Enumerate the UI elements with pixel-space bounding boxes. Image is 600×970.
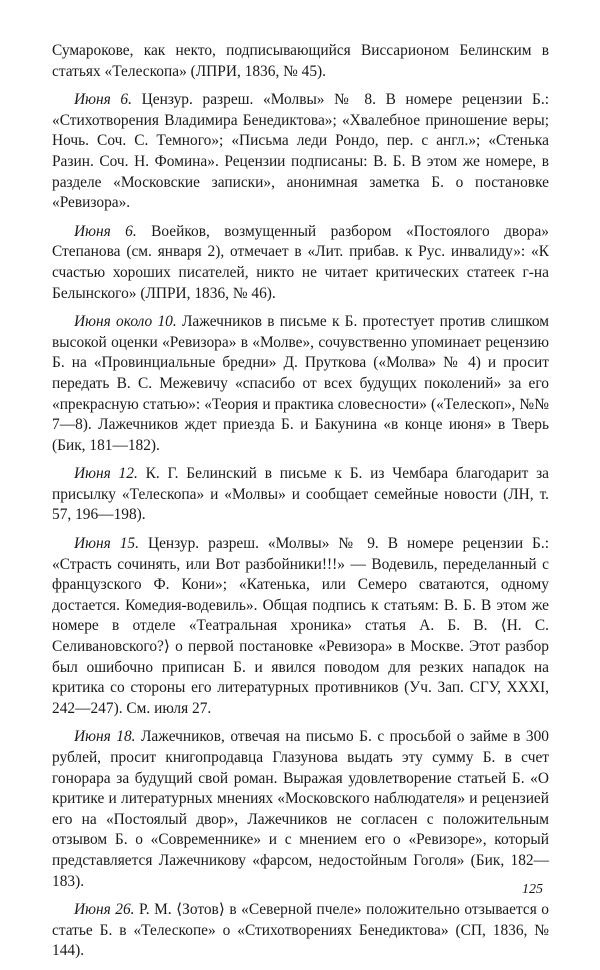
paragraph-text: Лажечников в письме к Б. протестует против слишком высокой оценки «Ревизора» в «Молве», сочувственно упоминает рецензию Б. на «Провинциальные бредни» Д. Пруткова («Молва» № 4) и просит передать В. С. Межевичу «спасибо от всех будущих поколений» за его «прекрасную статью»: «Теория и практика словесности» («Телескоп», №№ 7—8). Лажечников ждет приезда Б. и Бакунина «в конце июня» в Тверь (Бик, 181—182). [52,313,550,454]
paragraph-text: К. Г. Белинский в письме к Б. из Чембара благодарит за присылку «Телескопа» и «Молвы» и сообщает семейные новости (ЛН, т. 57, 196—198). [52,465,549,524]
paragraph-text: Цензур. разреш. «Молвы» № 8. В номере рецензии Б.: «Стихотворения Владимира Бенедиктова»; «Хвалебное приношение веры; Ночь. Соч. С. Темного»; «Письма леди Рондо, пер. с англ.»; «Стенька Разин. Соч. Н. Фомина». Рецензии подписаны: В. Б. В этом же номере, в разделе «Московские записки», анонимная заметка Б. о постановке «Ревизора». [52,91,549,212]
paragraph-entry [52,312,549,456]
paragraph-text: Р. М. ⟨Зотов⟩ в «Северной пчеле» положительно отзывается о статье Б. в «Телескопе» о «Стихотворениях Бенедиктова» (СП, 1836, № 144). [52,901,549,960]
paragraph-entry [52,464,549,526]
paragraph-text: Воейков, возмущенный разбором «Постоялого двора» Степанова (см. января 2), отмечает в «Лит. прибав. к Рус. инвалиду»: «К счастью хороших писателей, никто не читает критических статеек г-на Белынского» (ЛПРИ, 1836, № 46). [52,222,549,302]
paragraph-date: Июня 26. [74,901,135,919]
paragraph-continuation [52,41,549,82]
paragraph-date: Июня 18. [74,728,136,746]
paragraph-entry [52,900,549,962]
paragraph-text: Сумарокове, как некто, подписывающийся Виссарионом Белинским в статьях «Телескопа» (ЛПРИ, 1836, № 45). [52,42,549,80]
paragraph-date: Июня около 10. [74,313,177,331]
paragraph-text: Цензур. разреш. «Молвы» № 9. В номере рецензии Б.: «Страсть сочинять, или Вот разбойники!!!» — Водевиль, переделанный с французского Ф. Кони»; «Катенька, или Семеро сватаются, одному достается. Комедия-водевиль». Общая подпись к статьям: В. Б. В этом же номере в отделе «Театральная хроника» статья А. Б. В. ⟨Н. С. Селивановского?⟩ о первой постановке «Ревизора» в Москве. Этот разбор был ошибочно приписан Б. и явился поводом для резких нападок на критика со стороны его литературных противников (Уч. Зап. СГУ, XXXI, 242—247). См. июля 27. [52,535,550,717]
paragraph-entry [52,727,549,892]
paragraph-entry [52,222,549,304]
paragraph-entry [52,90,549,214]
document-page [52,41,549,970]
paragraph-date: Июня 12. [74,465,138,483]
page-number: 125 [522,882,543,897]
paragraph-entry [52,534,549,719]
paragraph-date: Июня 15. [74,535,139,553]
paragraph-date: Июня 6. [74,91,132,109]
paragraph-date: Июня 6. [74,222,137,240]
paragraph-text: Лажечников, отвечая на письмо Б. с просьбой о займе в 300 рублей, просит книгопродавца Глазунова выдать эту сумму Б. в счет гонорара за будущий свой роман. Выражая удовлетворение статьей Б. «О критике и литературных мнениях «Московского наблюдателя» и рецензией его на «Постоялый двор», Лажечников не согласен с положительным отзывом Б. о «Современнике» и с мнением его о «Ревизоре», который представляется Лажечникову «фарсом, недостойным Гоголя» (Бик, 182—183). [52,728,550,890]
